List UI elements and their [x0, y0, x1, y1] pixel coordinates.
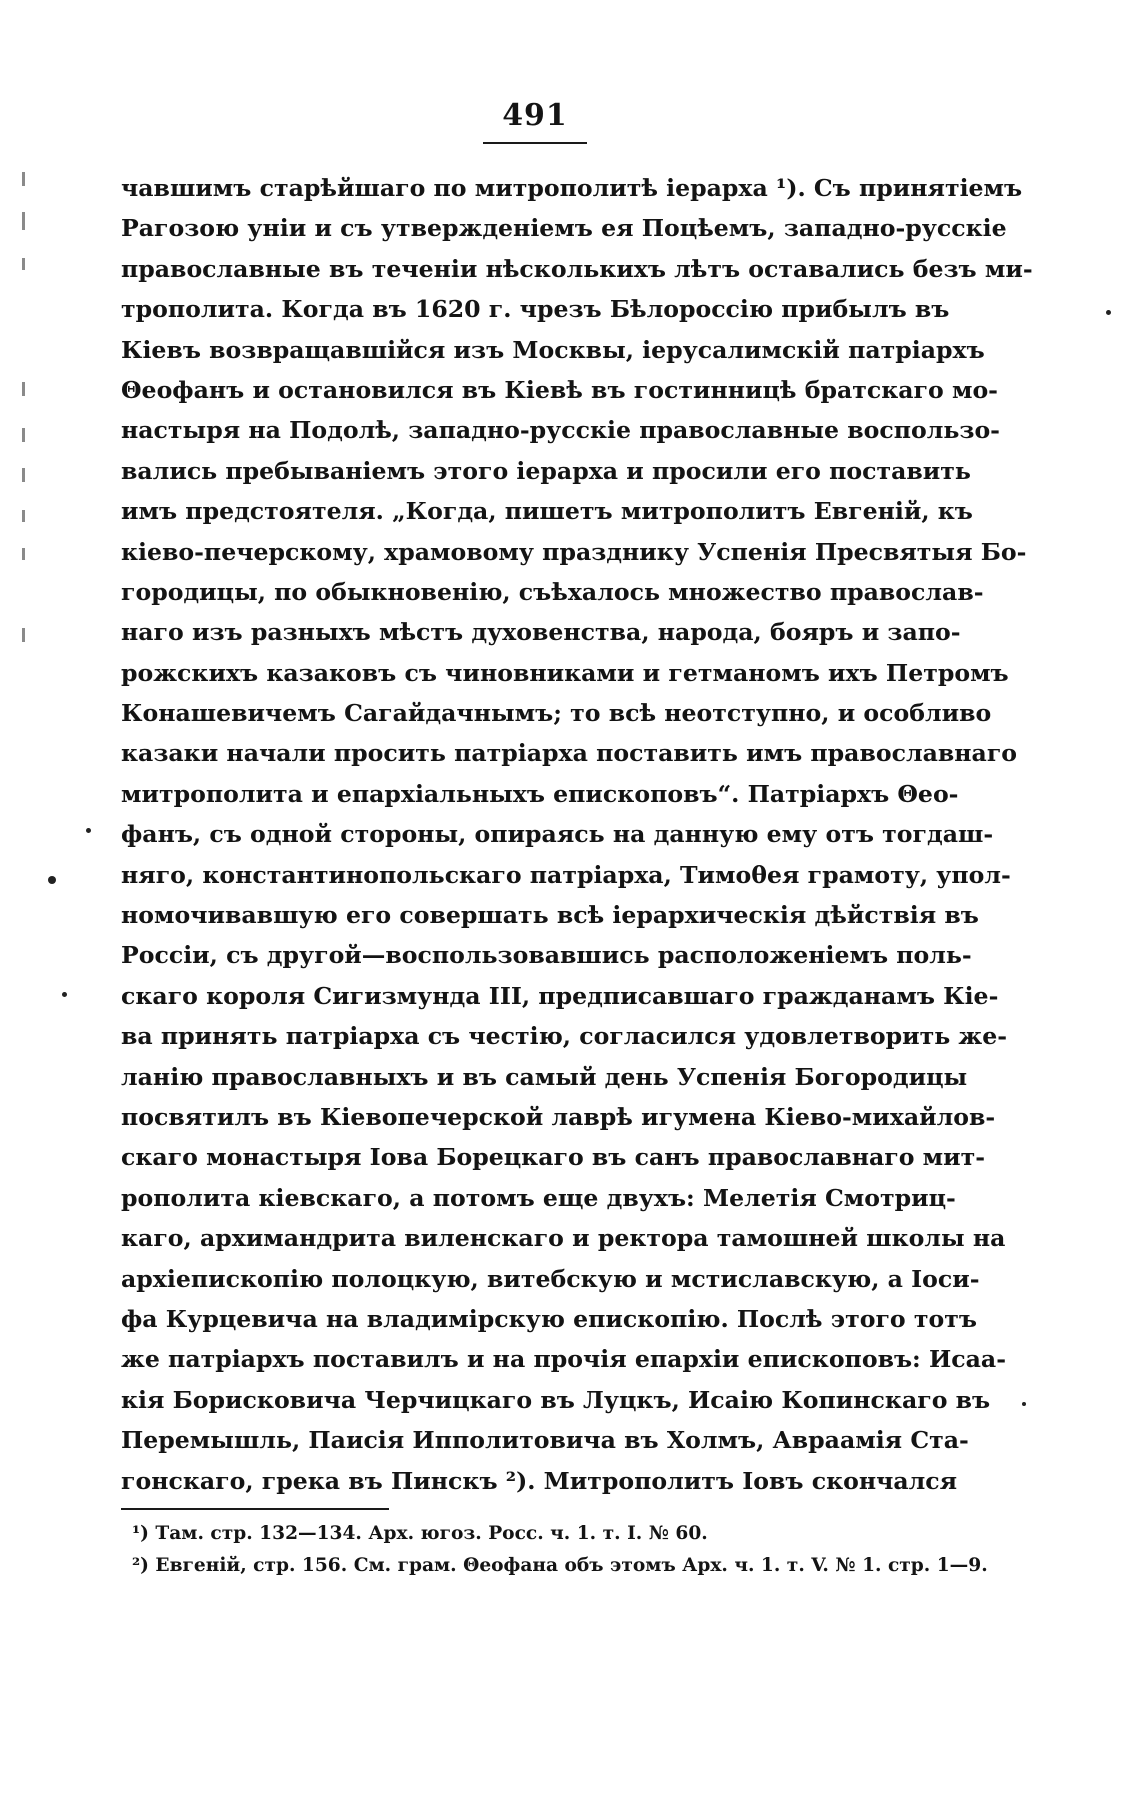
text-line: Конашевичемъ Сагайдачнымъ; то всѣ неотступно, и особливо: [121, 699, 992, 728]
text-line: вались пребыванiемъ этого iерарха и просили его поставить: [121, 456, 971, 485]
text-line: гонскаго, грека въ Пинскъ ²). Митрополитъ Iовъ скончался: [121, 1466, 958, 1495]
margin-scan-mark: [22, 468, 25, 482]
footnotes: [132, 1518, 988, 1582]
text-line: Рагозою унiи и съ утвержденiемъ ея Поцѣемъ, западно-русскiе: [121, 214, 1007, 243]
margin-scan-mark: [22, 428, 25, 442]
margin-scan-mark: [22, 258, 25, 270]
margin-speck: [62, 992, 67, 997]
text-line: фанъ, съ одной стороны, опираясь на данную ему отъ тогдаш-: [121, 820, 994, 849]
text-line: Перемышль, Паисiя Ипполитовича въ Холмъ, Авраамiя Ста-: [121, 1426, 969, 1455]
margin-speck: [1022, 1402, 1026, 1406]
text-line: митрополита и епархiальныхъ епископовъ“. Патрiархъ Θео-: [121, 779, 959, 808]
text-line: Кiевъ возвращавшiйся изъ Москвы, iерусалимскiй патрiархъ: [121, 335, 985, 364]
text-line: настыря на Подолѣ, западно-русскiе православные воспользо-: [121, 416, 1000, 445]
text-line: рожскихъ казаковъ съ чиновниками и гетманомъ ихъ Петромъ: [121, 658, 1009, 687]
text-line: скаго монастыря Iова Борецкаго въ санъ православнаго мит-: [121, 1143, 986, 1172]
text-line: чавшимъ старѣйшаго по митрополитѣ iерарха ¹). Съ принятiемъ: [121, 174, 1023, 202]
footnote-2: ²) Евгенiй, стр. 156. См. грам. Θеофана объ этомъ Арх. ч. 1. т. V. № 1. стр. 1—9.: [132, 1555, 988, 1576]
margin-scan-mark: [22, 212, 25, 230]
margin-scan-mark: [22, 382, 25, 396]
footnote-rule: [121, 1508, 389, 1510]
margin-scan-mark: [22, 172, 25, 186]
text-line: Россiи, съ другой—воспользовавшись расположенiемъ поль-: [121, 941, 972, 970]
margin-speck: [86, 828, 91, 833]
text-line: посвятилъ въ Кiевопечерской лаврѣ игумена Кiево-михайлов-: [121, 1102, 996, 1131]
text-line: Θеофанъ и остановился въ Кiевѣ въ гостинницѣ братскаго мо-: [121, 375, 998, 404]
text-line: кiя Борисковича Черчицкаго въ Луцкъ, Исаiю Копинскаго въ: [121, 1385, 991, 1414]
margin-scan-mark: [22, 628, 25, 642]
text-line: же патрiархъ поставилъ и на прочiя епархiи епископовъ: Исаа-: [121, 1345, 1007, 1374]
text-line: рополита кiевскаго, а потомъ еще двухъ: Мелетiя Смотриц-: [121, 1183, 956, 1212]
text-line: архiепископiю полоцкую, витебскую и мстиславскую, а Iоси-: [121, 1264, 980, 1293]
text-line: скаго короля Сигизмунда III, предписавшаго гражданамъ Кiе-: [121, 981, 999, 1010]
text-line: ланiю православныхъ и въ самый день Успенiя Богородицы: [121, 1062, 968, 1091]
margin-speck: [1106, 310, 1111, 315]
text-line: номочивавшую его совершать всѣ iерархическiя дѣйствiя въ: [121, 901, 979, 930]
footnote-1: ¹) Там. стр. 132—134. Арх. югоз. Росс. ч. 1. т. I. № 60.: [132, 1523, 708, 1544]
text-line: православные въ теченiи нѣсколькихъ лѣтъ оставались безъ ми-: [121, 254, 1033, 283]
page-number-rule: [483, 142, 587, 144]
text-line: няго, константинопольскаго патрiарха, Тимоθея грамоту, упол-: [121, 860, 1011, 889]
text-line: ва принять патрiарха съ честiю, согласился удовлетворить же-: [121, 1022, 1008, 1051]
text-line: каго, архимандрита виленскаго и ректора тамошней школы на: [121, 1224, 1006, 1253]
margin-speck: [48, 876, 56, 884]
text-line: трополита. Когда въ 1620 г. чрезъ Бѣлороссiю прибылъ въ: [121, 295, 950, 324]
main-text: [121, 168, 1033, 1501]
margin-scan-mark: [22, 548, 25, 560]
text-line: казаки начали просить патрiарха поставить имъ православнаго: [121, 739, 1018, 768]
text-line: наго изъ разныхъ мѣстъ духовенства, народа, бояръ и запо-: [121, 618, 961, 647]
page-number: 491: [502, 98, 568, 133]
text-line: фа Курцевича на владимiрскую епископiю. Послѣ этого тотъ: [121, 1304, 977, 1333]
text-line: кiево-печерскому, храмовому празднику Успенiя Пресвятыя Бо-: [121, 537, 1027, 566]
text-line: имъ предстоятеля. „Когда, пишетъ митрополитъ Евгенiй, къ: [121, 497, 973, 526]
margin-scan-mark: [22, 510, 25, 522]
text-line: городицы, по обыкновенiю, съѣхалось множество православ-: [121, 577, 984, 606]
